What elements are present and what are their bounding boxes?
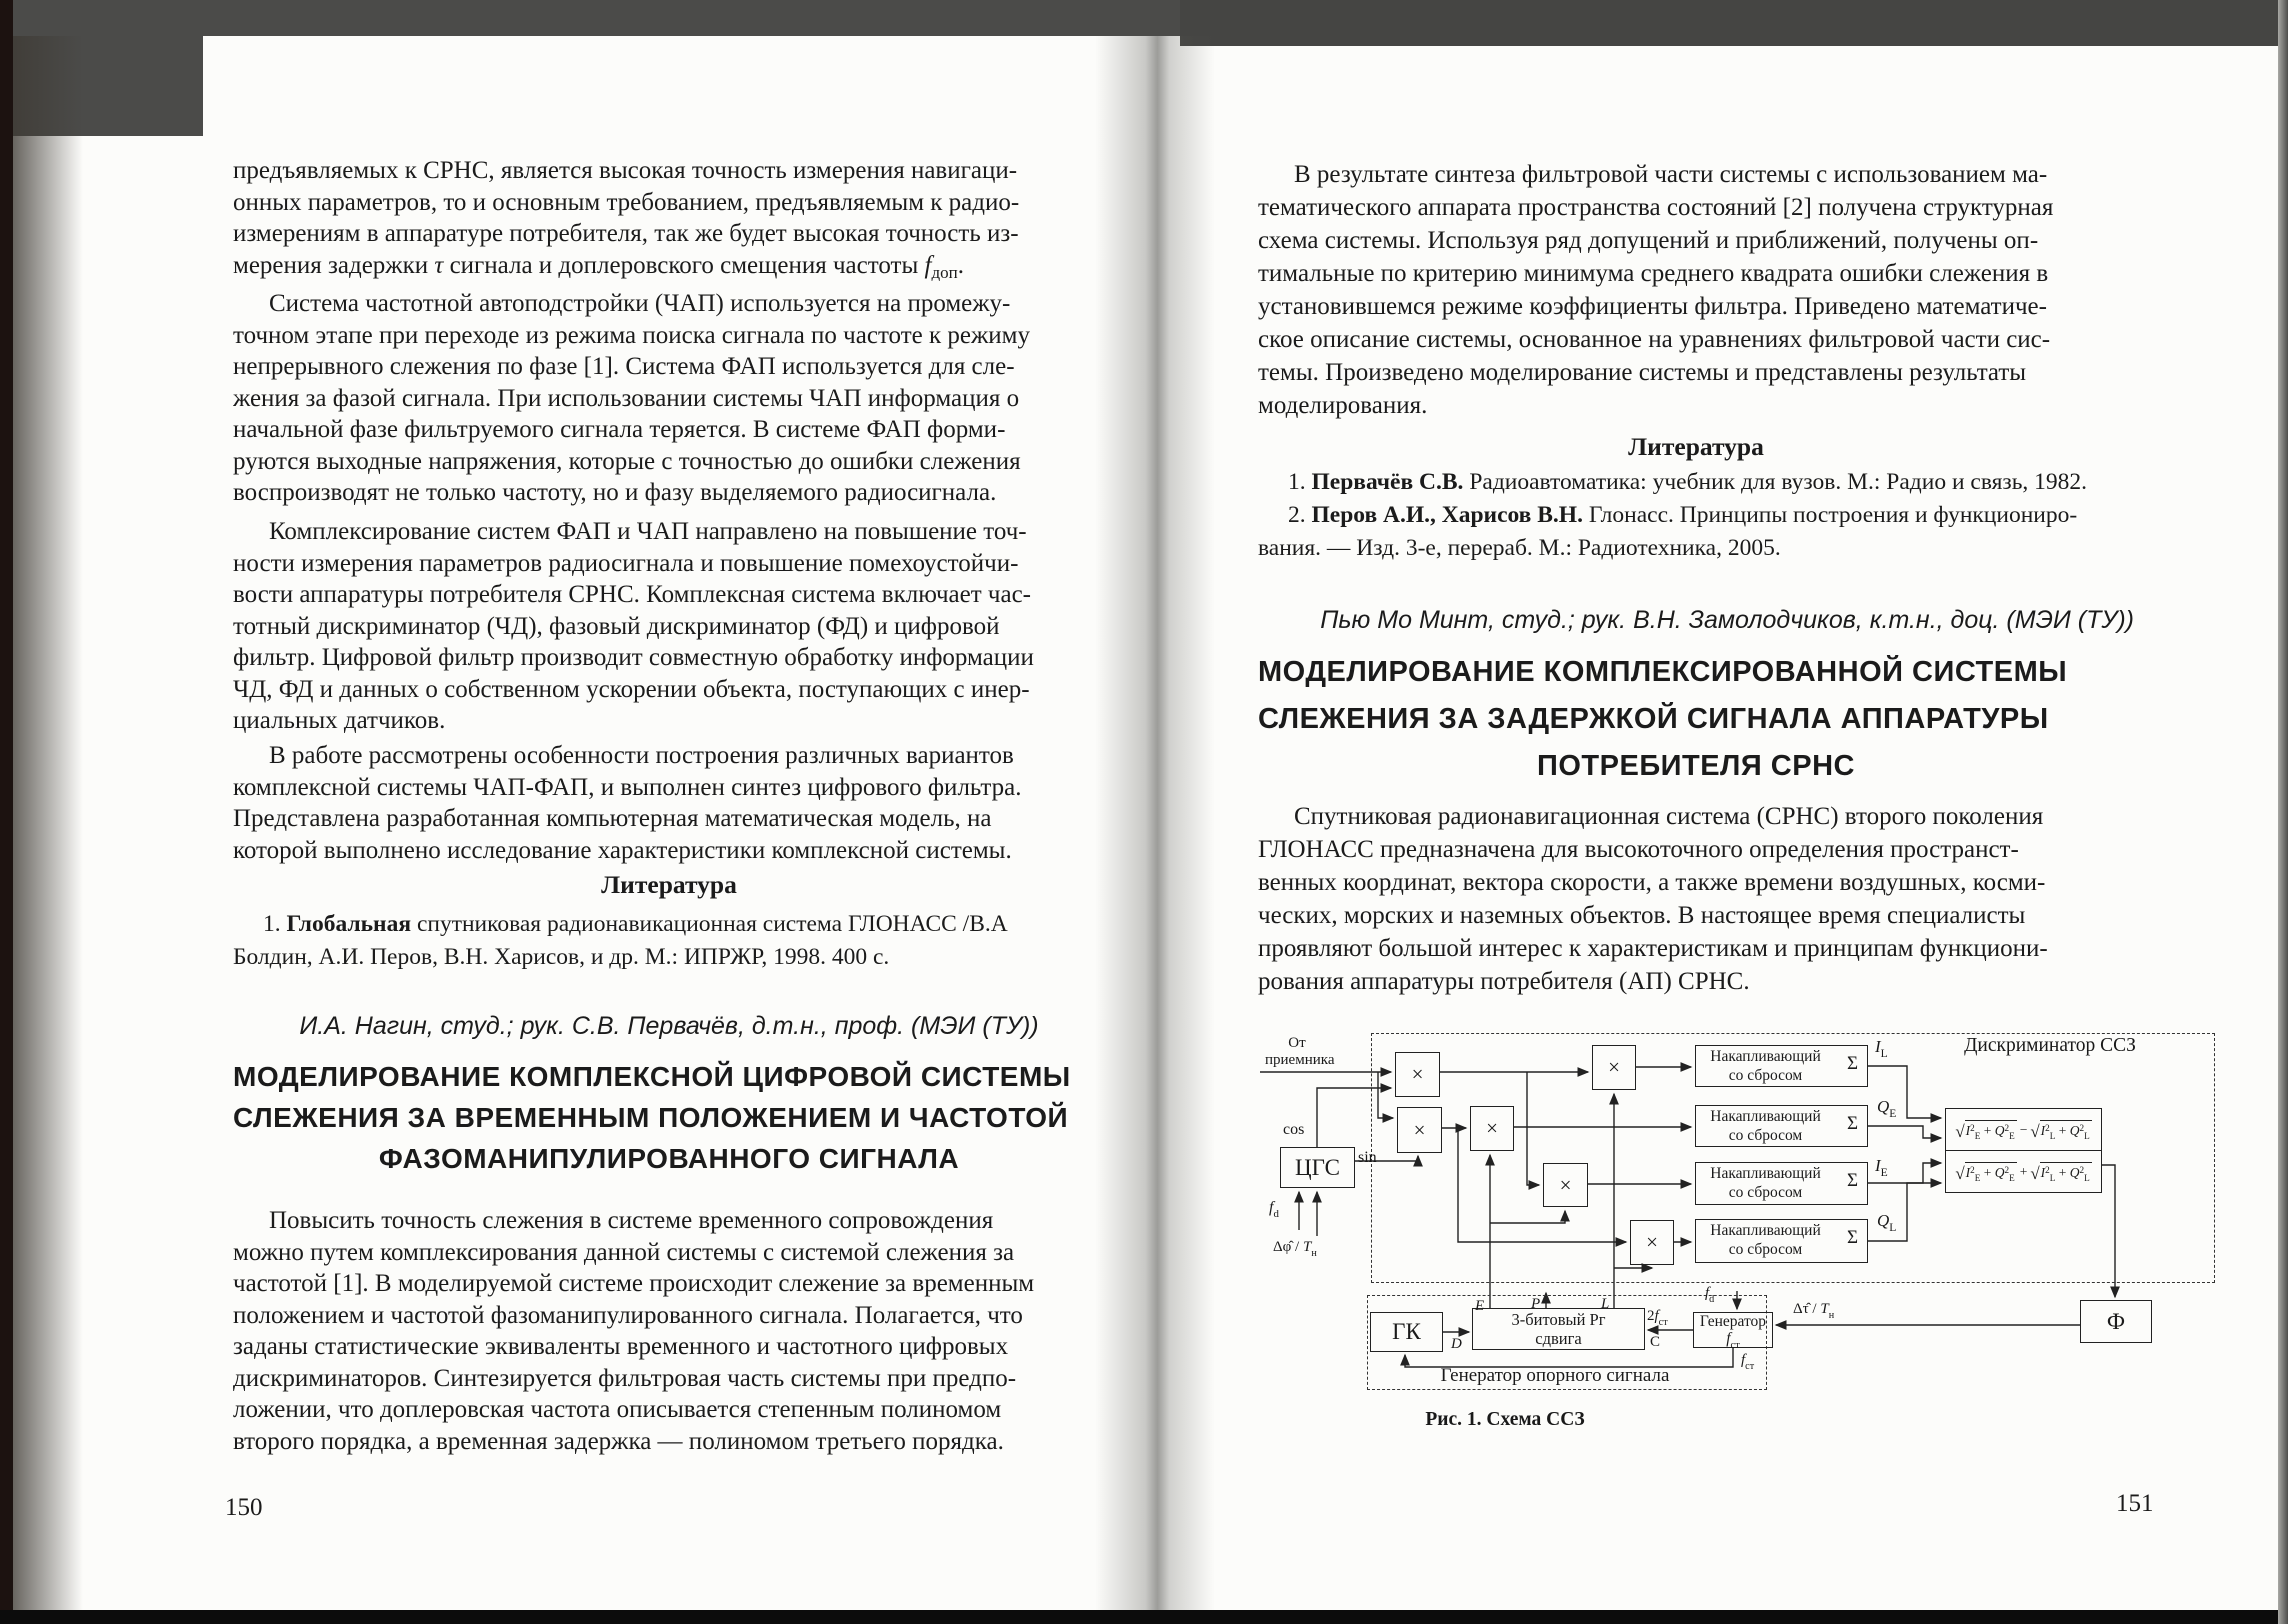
page-number-right: 151	[2116, 1490, 2154, 1517]
sqrt-term: √ $I^2_E + Q^2_E$	[1955, 1122, 2015, 1141]
text-line: частотой [1]. В моделируемой системе происходит слежение за временным	[233, 1270, 1035, 1297]
block-cgs: ЦГС	[1280, 1147, 1355, 1188]
accumulator-label: Накапливающий	[1710, 1165, 1821, 1182]
text-line: Комплексирование систем ФАП и ЧАП направлено на повышение точ-	[269, 518, 1027, 545]
text-line: положением и частотой фазоманипулированного сигнала. Полагается, что	[233, 1301, 1023, 1329]
text-segment: 1.	[1288, 469, 1312, 495]
pin-d-label: D	[1451, 1336, 1462, 1352]
formula-operator: +	[2019, 1163, 2028, 1179]
discriminator-title: Дискриминатор ССЗ	[1964, 1035, 2136, 1056]
pin-c-label: C	[1650, 1334, 1661, 1350]
accumulator-label: Накапливающий	[1710, 1222, 1821, 1239]
article-title	[233, 1056, 1105, 1179]
text-line: В результате синтеза фильтровой части системы с использованием ма-	[1294, 161, 2048, 188]
output-il-label: $I_L$	[1875, 1037, 1888, 1060]
paragraph	[233, 1205, 1105, 1457]
text-segment: Болдин, А.И. Перов, В.Н. Харисов, и др. М.: ИПРЖР, 1998. 400 с.	[233, 944, 890, 970]
output-ie-label: $I_E$	[1875, 1156, 1888, 1179]
text-line: руются выходные напряжения, которые с точностью до ошибки слежения	[233, 447, 1021, 475]
text-line: можно путем комплексирования данной системы с системой слежения за	[233, 1238, 1015, 1266]
text-line: Повысить точность слежения в системе временного сопровождения	[269, 1207, 994, 1234]
text-line: ПОТРЕБИТЕЛЯ СРНС	[1537, 750, 1855, 782]
text-line: МОДЕЛИРОВАНИЕ КОМПЛЕКСНОЙ ЦИФРОВОЙ СИСТЕМЫ	[233, 1061, 1071, 1092]
sigma-symbol: Σ	[1846, 1053, 1858, 1074]
text-line: СЛЕЖЕНИЯ ЗА ВРЕМЕННЫМ ПОЛОЖЕНИЕМ И ЧАСТОТОЙ	[233, 1102, 1069, 1133]
accumulator-label: со сбросом	[1728, 1067, 1803, 1084]
output-qe-label: $Q_E$	[1877, 1097, 1897, 1120]
tap-p-label: P	[1531, 1296, 1541, 1312]
tap-l-label: L	[1601, 1296, 1610, 1312]
text-segment: Первачёв С.В.	[1311, 469, 1464, 495]
paragraph	[233, 740, 1105, 866]
text-line: тематического аппарата пространства состояний [2] получена структурная	[1258, 194, 2054, 221]
dphi-input-label: Δφ̂ / $T_н$	[1273, 1239, 1317, 1259]
text-line: Представлена разработанная компьютерная математическая модель, на	[233, 805, 992, 832]
accumulator-label: со сбросом	[1728, 1127, 1803, 1144]
scan-left-strip	[0, 0, 13, 1624]
text-segment: 1.	[263, 911, 287, 937]
text-line: циальных датчиков.	[233, 707, 446, 734]
text-line: которой выполнено исследование характеристики комплексной системы.	[233, 836, 1012, 864]
text-line: тотный дискриминатор (ЧД), фазовый дискриминатор (ФД) и цифровой	[233, 612, 1000, 640]
text-segment: 2.	[1288, 502, 1312, 528]
text-line: ложении, что доплеровская частота описывается степенным полиномом	[233, 1396, 1002, 1423]
text-line: мерения задержки τ сигнала и доплеровского смещения частоты $f_{доп}$.	[233, 251, 964, 281]
paragraph	[233, 155, 1105, 281]
accumulator-block	[1695, 1162, 1868, 1205]
text-line: Спутниковая радионавигационная система (СРНС) второго поколения	[1294, 803, 2044, 830]
multiplier-box: ×	[1397, 1107, 1442, 1153]
paragraph	[233, 516, 1105, 737]
text-line: ГЛОНАСС предназначена для высокоточного определения пространст-	[1258, 836, 2019, 863]
sqrt-term: √ $I^2_L + Q^2_L$	[2030, 1164, 2090, 1183]
reference-entry	[1258, 499, 2134, 565]
text-line: онных параметров, то и основным требованием, предъявляемым к радио-	[233, 188, 1020, 216]
accumulator-label: со сбросом	[1728, 1184, 1803, 1201]
accumulator-block	[1695, 1105, 1868, 1147]
text-line: начальной фазе фильтруемого сигнала теряется. В системе ФАП форми-	[233, 416, 1006, 443]
scan-top-band	[1180, 0, 2288, 46]
scan-bottom-strip	[0, 1610, 2288, 1624]
text-line: моделирования.	[1258, 392, 1428, 419]
multiplier-box: ×	[1470, 1106, 1514, 1151]
text-segment: вания. — Изд. 3-е, перераб. М.: Радиотехника, 2005.	[1258, 535, 1781, 561]
figure-ssz-diagram	[1255, 1015, 2250, 1465]
text-line: В работе рассмотрены особенности построения различных вариантов	[269, 742, 1014, 769]
accumulator-block	[1695, 1219, 1868, 1263]
book-spine-shadow	[1095, 36, 1215, 1610]
text-line	[233, 908, 1105, 941]
formula-denominator	[1946, 1151, 2101, 1192]
multiplier-box: ×	[1592, 1045, 1636, 1090]
text-line: установившемся режиме коэффициенты фильтра. Приведено математиче-	[1258, 293, 2047, 320]
text-line: заданы статистические эквиваленты временного и частотного цифровых	[233, 1333, 1009, 1360]
literature-heading: Литература	[1628, 432, 1764, 461]
text-line	[1258, 499, 2134, 532]
shift-register-label: сдвига	[1535, 1329, 1582, 1348]
text-segment: Глобальная	[286, 911, 412, 937]
fd-input-label: $f_d$	[1269, 1199, 1279, 1220]
text-line: фильтр. Цифровой фильтр производит совместную обработку информации	[233, 644, 1034, 671]
two-fst-label: $2f_{ст}$	[1647, 1308, 1668, 1328]
tap-e-label: E	[1475, 1298, 1485, 1314]
dtau-label: Δτ̂ / $T_н$	[1793, 1301, 1835, 1321]
text-line: ЧД, ФД и данных о собственном ускорении объекта, поступающих с инер-	[233, 675, 1030, 703]
text-line	[233, 941, 1105, 974]
author-line: И.А. Нагин, студ.; рук. С.В. Первачёв, д.т.н., проф. (МЭИ (ТУ))	[299, 1012, 1039, 1040]
accumulator-block	[1695, 1045, 1868, 1087]
text-segment: Перов А.И., Харисов В.Н.	[1311, 502, 1583, 528]
page-edge-shadow	[13, 36, 83, 1610]
text-line: ческих, морских и наземных объектов. В настоящее время специалисты	[1258, 902, 2026, 929]
sin-label: sin	[1358, 1149, 1377, 1166]
text-line: МОДЕЛИРОВАНИЕ КОМПЛЕКСИРОВАННОЙ СИСТЕМЫ	[1258, 656, 2068, 688]
text-line: рования аппаратуры потребителя (АП) СРНС.	[1258, 968, 1750, 995]
reference-entry	[233, 908, 1105, 974]
sqrt-term: √ $I^2_L + Q^2_L$	[2030, 1122, 2090, 1141]
text-line: венных координат, вектора скорости, а также времени воздушных, косми-	[1258, 869, 2046, 896]
paragraph	[1258, 158, 2134, 422]
text-line: СЛЕЖЕНИЯ ЗА ЗАДЕРЖКОЙ СИГНАЛА АППАРАТУРЫ	[1258, 703, 2049, 735]
block-shift-register	[1472, 1308, 1645, 1350]
text-line: второго порядка, а временная задержка — полиномом третьего порядка.	[233, 1427, 1004, 1455]
sigma-symbol: Σ	[1846, 1227, 1858, 1248]
block-generator-fst	[1693, 1312, 1773, 1351]
generator-label: Генератор	[1699, 1313, 1767, 1330]
text-line: вости аппаратуры потребителя СРНС. Комплексная система включает час-	[233, 581, 1031, 608]
accumulator-label: Накапливающий	[1710, 1108, 1821, 1125]
block-filter-phi: Ф	[2080, 1300, 2152, 1343]
text-segment: Радиоавтоматика: учебник для вузов. М.: Радио и связь, 1982.	[1463, 469, 2088, 495]
cos-label: cos	[1283, 1121, 1305, 1138]
formula-numerator	[1946, 1109, 2101, 1151]
from-receiver-line1: От	[1288, 1035, 1306, 1051]
figure-caption: Рис. 1. Схема ССЗ	[1425, 1409, 1585, 1430]
from-receiver-label	[1265, 1035, 1335, 1069]
text-line: схема системы. Используя ряд допущений и приближений, получены оп-	[1258, 227, 2039, 254]
discriminator-formula-block	[1945, 1108, 2102, 1193]
formula-operator: −	[2019, 1121, 2028, 1137]
text-line: дискриминаторов. Синтезируется фильтровая часть системы при предпо-	[233, 1364, 1017, 1392]
paragraph	[233, 288, 1105, 509]
sqrt-term: √ $I^2_E + Q^2_E$	[1955, 1164, 2015, 1183]
text-line: жения за фазой сигнала. При использовании системы ЧАП информация о	[233, 384, 1020, 412]
from-receiver-line2: приемника	[1265, 1052, 1335, 1068]
text-line: ское описание системы, основанное на уравнениях фильтровой части сис-	[1258, 326, 2051, 353]
author-line: Пью Мо Минт, студ.; рук. В.Н. Замолодчиков, к.т.н., доц. (МЭИ (ТУ))	[1320, 606, 2134, 634]
text-line: ФАЗОМАНИПУЛИРОВАННОГО СИГНАЛА	[378, 1143, 960, 1174]
fst-feedback-label: $f_{ст}$	[1741, 1352, 1755, 1372]
sigma-symbol: Σ	[1846, 1113, 1858, 1134]
text-line: измерениям в аппаратуре потребителя, так же будет высокая точность из-	[233, 220, 1019, 247]
page-number-left: 150	[225, 1494, 263, 1521]
fd-gen-label: $f_d$	[1705, 1285, 1715, 1305]
text-line	[1258, 532, 2134, 565]
output-ql-label: $Q_L$	[1877, 1211, 1897, 1234]
text-line: комплексной системы ЧАП-ФАП, и выполнен синтез цифрового фильтра.	[233, 773, 1022, 801]
shift-register-label: 3-битовый Рг	[1511, 1310, 1606, 1329]
text-line: воспроизводят не только частоту, но и фазу выделяемого радиосигнала.	[233, 479, 997, 506]
literature-heading: Литература	[601, 870, 737, 899]
text-line: непрерывного слежения по фазе [1]. Система ФАП используется для сле-	[233, 353, 1015, 380]
text-line: проявляют большой интерес к характеристикам и принципам функциони-	[1258, 935, 2048, 962]
scan-right-strip	[2278, 0, 2288, 1624]
text-line: Система частотной автоподстройки (ЧАП) используется на промежу-	[269, 290, 1011, 317]
text-line: темы. Произведено моделирование системы и представлены результаты	[1258, 359, 2027, 386]
block-gk: ГК	[1370, 1312, 1443, 1352]
article-title	[1258, 649, 2134, 790]
multiplier-box: ×	[1630, 1220, 1674, 1265]
text-line: тимальные по критерию минимума среднего квадрата ошибки слежения в	[1258, 260, 2049, 287]
text-line: предъявляемых к СРНС, является высокая точность измерения навигаци-	[233, 157, 1018, 184]
accumulator-label: Накапливающий	[1710, 1048, 1821, 1065]
multiplier-box: ×	[1543, 1163, 1588, 1207]
sigma-symbol: Σ	[1846, 1170, 1858, 1191]
accumulator-label: со сбросом	[1728, 1241, 1803, 1258]
text-line	[1258, 466, 2134, 499]
text-line: ности измерения параметров радиосигнала и повышение помехоустойчи-	[233, 549, 1019, 577]
text-segment: Глонасс. Принципы построения и функциониро-	[1582, 502, 2078, 528]
reference-generator-title: Генератор опорного сигнала	[1440, 1365, 1670, 1386]
text-segment: спутниковая радионавикационная система ГЛОНАСС /В.А	[411, 911, 1008, 937]
text-line: точном этапе при переходе из режима поиска сигнала по частоте к режиму	[233, 321, 1030, 349]
paragraph	[1258, 800, 2134, 998]
multiplier-box: ×	[1395, 1052, 1440, 1097]
generator-label: $f_{ст}$	[1726, 1330, 1740, 1351]
reference-entry	[1258, 466, 2134, 499]
